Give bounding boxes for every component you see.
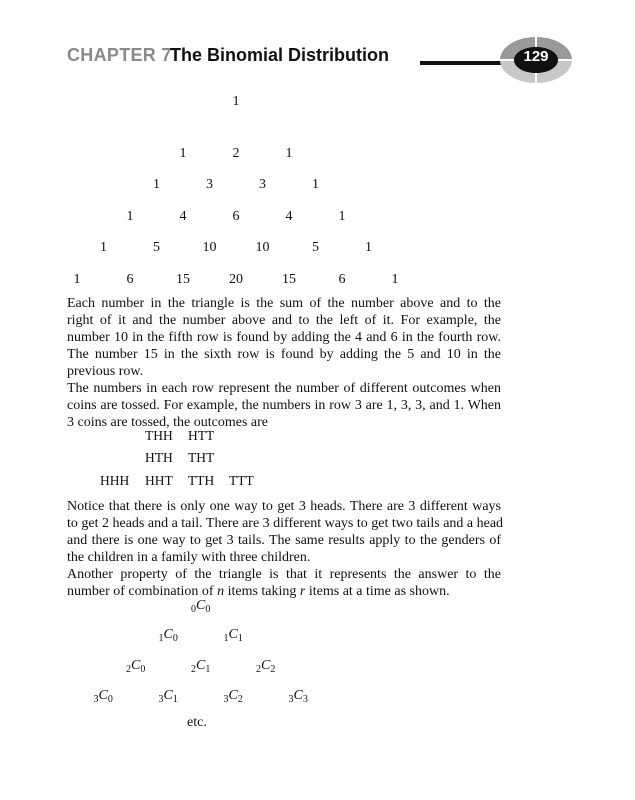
- header-rule: [420, 61, 510, 65]
- pascal-cell: 1: [365, 240, 372, 255]
- outcome-item: TTH: [188, 473, 215, 488]
- pascal-cell: 4: [179, 209, 187, 224]
- combination-term: [126, 658, 145, 675]
- combination-r: 0: [140, 664, 146, 675]
- combination-n: 2: [191, 664, 196, 675]
- combination-n: 3: [288, 694, 294, 705]
- pascal-cell: 20: [229, 272, 243, 287]
- paragraph-line: number of combination of n items taking r items at a time as shown.: [67, 584, 450, 599]
- combination-r: 1: [172, 694, 178, 705]
- paragraph-line: Each number in the triangle is the sum of the number above and to the: [67, 296, 501, 311]
- pascal-cell: 1: [312, 177, 319, 192]
- paragraph-notice: [67, 498, 504, 566]
- chapter-title: The Binomial Distribution: [170, 45, 389, 65]
- combination-letter: C: [163, 688, 173, 703]
- combination-n: 2: [256, 664, 261, 675]
- pascal-cell: 1: [153, 177, 160, 192]
- combination-letter: C: [163, 627, 173, 642]
- pascal-cell: 1: [338, 209, 346, 224]
- pascal-cell: 15: [176, 272, 190, 287]
- paragraph-line: coins are tossed. For example, the numbers in row 3 are 1, 3, 3, and 1. When: [67, 398, 501, 413]
- combination-n: 2: [126, 664, 131, 675]
- combination-letter: C: [196, 658, 206, 673]
- etc-text: etc.: [187, 715, 207, 730]
- combination-n: 0: [191, 604, 196, 615]
- pascal-cell: 1: [126, 209, 134, 224]
- pascal-cell: 4: [285, 209, 293, 224]
- combination-n: 3: [158, 694, 164, 705]
- paragraph-line: right of it and the number above and to the left of it. For example, the: [67, 313, 501, 328]
- pascal-cell: 3: [206, 177, 213, 192]
- combination-term: [256, 658, 275, 675]
- pascal-cell: 1: [285, 146, 293, 161]
- paragraph-line: Another property of the triangle is that it represents the answer to the: [67, 567, 501, 582]
- outcome-item: HTH: [145, 450, 173, 465]
- combination-r: 3: [302, 694, 308, 705]
- combination-letter: C: [228, 627, 238, 642]
- outcome-item: THT: [188, 450, 215, 465]
- combination-term: [159, 688, 178, 705]
- pascal-cell: 5: [312, 240, 319, 255]
- page-number: 129: [523, 48, 549, 65]
- paragraph-line: Notice that there is only one way to get 3 heads. There are 3 different ways: [67, 499, 501, 514]
- combination-r: 0: [205, 604, 211, 615]
- outcome-item: THH: [145, 428, 173, 443]
- outcome-item: HHT: [145, 473, 173, 488]
- paragraph-line: and there is one way to get 3 tails. The same results apply to the genders of: [67, 533, 501, 548]
- paragraph-combination: [67, 566, 501, 600]
- pascal-cell: 15: [282, 272, 296, 287]
- pascal-cell: 1: [73, 272, 81, 287]
- combination-r: 0: [172, 633, 178, 644]
- paragraph-line: number 10 in the fifth row is found by adding the 4 and 6 in the fourth row.: [67, 330, 501, 345]
- combination-r: 0: [107, 694, 113, 705]
- combination-letter: C: [261, 658, 271, 673]
- combination-term: [289, 688, 308, 705]
- combination-r: 1: [205, 664, 211, 675]
- paragraph-line: The number 15 in the sixth row is found by adding the 5 and 10 in the: [67, 347, 501, 362]
- pascal-cell: 6: [232, 209, 240, 224]
- combination-n: 3: [93, 694, 99, 705]
- pascal-cell: 1: [100, 240, 107, 255]
- paragraph-line: the children in a family with three children.: [67, 550, 311, 565]
- combination-letter: C: [131, 658, 141, 673]
- outcome-item: TTT: [229, 473, 254, 488]
- pascal-cell: 6: [338, 272, 346, 287]
- combination-term: [191, 658, 210, 675]
- pascal-cell: 10: [202, 240, 217, 255]
- chapter-label: CHAPTER 7: [67, 45, 172, 65]
- combination-term: [94, 688, 113, 705]
- pascal-cell: 6: [126, 272, 134, 287]
- combination-letter: C: [228, 688, 238, 703]
- combination-r: 1: [237, 633, 243, 644]
- pascal-cell: 3: [259, 177, 266, 192]
- combination-n: 1: [223, 633, 229, 644]
- pascal-cell: 5: [153, 240, 160, 255]
- combination-term: [224, 688, 243, 705]
- paragraph-line: The numbers in each row represent the number of different outcomes when: [67, 381, 501, 396]
- paragraph-line: previous row.: [67, 364, 144, 379]
- pascal-cell: 1: [232, 94, 240, 109]
- pascal-cell: 1: [179, 146, 187, 161]
- combination-r: 2: [237, 694, 243, 705]
- paragraph-outcomes: [67, 380, 501, 431]
- combination-term: [191, 598, 210, 615]
- paragraph-sum-rule: [67, 295, 501, 380]
- pascal-cell: 2: [232, 146, 240, 161]
- combination-term: [224, 627, 243, 644]
- combination-letter: C: [98, 688, 108, 703]
- page-header: [0, 0, 635, 90]
- outcome-item: HTT: [188, 428, 215, 443]
- outcome-item: HHH: [100, 473, 130, 488]
- combination-letter: C: [293, 688, 303, 703]
- combination-n: 3: [223, 694, 229, 705]
- combination-r: 2: [270, 664, 276, 675]
- paragraph-line: 3 coins are tossed, the outcomes are: [67, 415, 268, 430]
- pascal-cell: 10: [255, 240, 270, 255]
- paragraph-line: to get 2 heads and a tail. There are 3 different ways to get two tails and a head: [67, 516, 504, 531]
- pascal-cell: 1: [391, 272, 399, 287]
- combination-letter: C: [196, 598, 206, 613]
- combination-term: [159, 627, 178, 644]
- combination-n: 1: [158, 633, 164, 644]
